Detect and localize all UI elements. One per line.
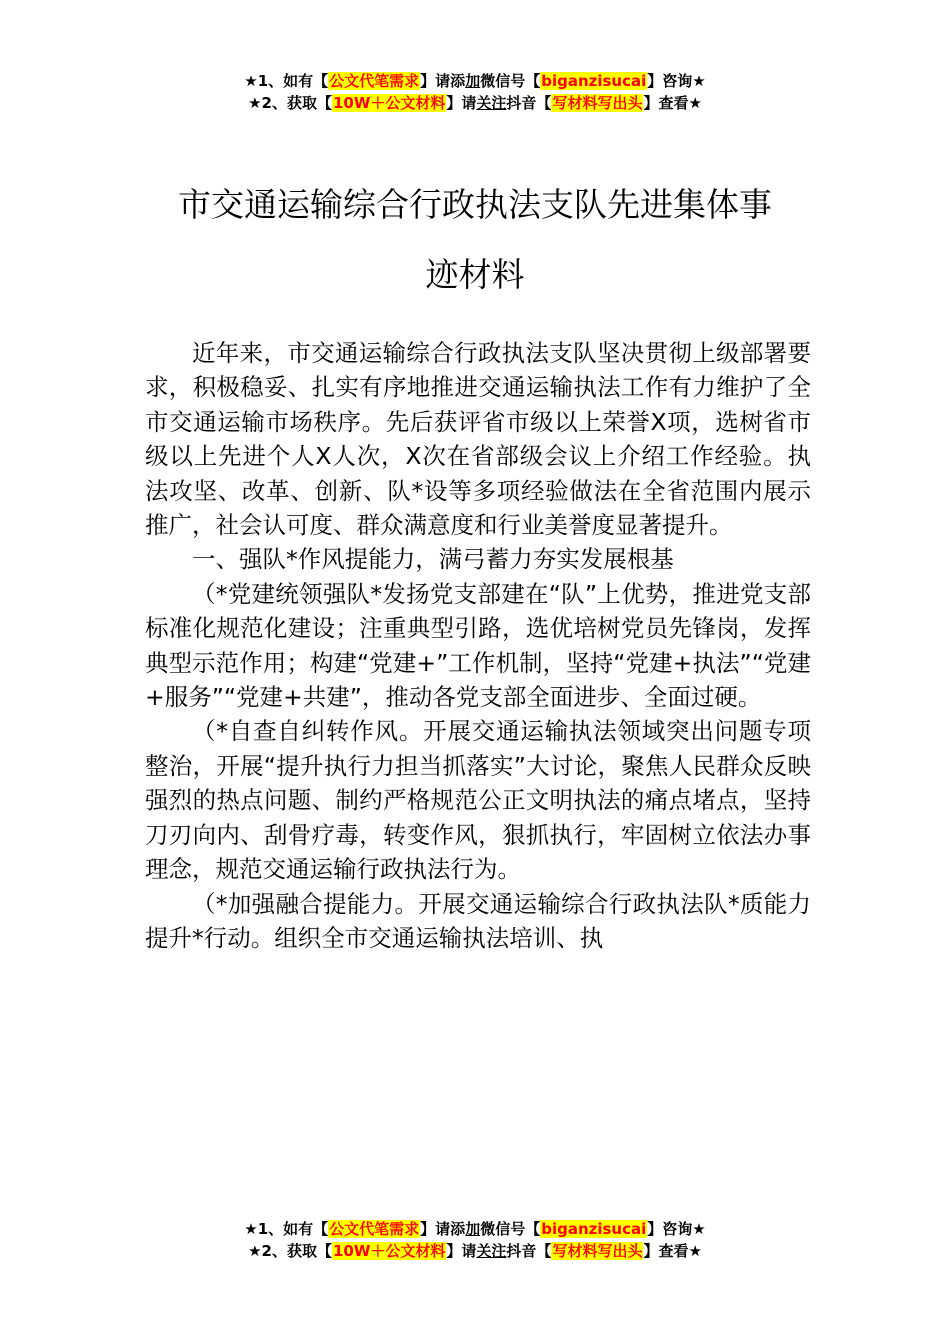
underlined-text: 加: [465, 1220, 481, 1238]
document-title: [140, 170, 810, 310]
banner-text: 】查看★: [643, 94, 702, 112]
underlined-text: 关注: [476, 1242, 507, 1260]
header-banner: [0, 70, 950, 114]
body-paragraph: （*自查自纠转作风。开展交通运输执法领域突出问题专项整治，开展“提升执行力担当抓落实”大讨论，聚焦人民群众反映强烈的热点问题、制约严格规范公正文明执法的痛点堵点，坚持刀刃向内、刮骨疗毒，转变作风，狠抓执行，牢固树立依法办事理念，规范交通运输行政执法行为。: [145, 717, 811, 884]
highlight-douyin-id: 写材料写出头: [552, 94, 643, 112]
intro-paragraph: 近年来，市交通运输综合行政执法支队坚决贯彻上级部署要求，积极稳妥、扎实有序地推进交通运输执法工作有力维护了全市交通运输市场秩序。先后获评省市级以上荣誉X项，选树省市级以上先进个人X人次，X次在省部级会议上介绍工作经验。执法攻坚、改革、创新、队*设等多项经验做法在全省范围内展示推广，社会认可度、群众满意度和行业美誉度显著提升。: [145, 339, 811, 540]
banner-text: ★1、如有【: [244, 1220, 329, 1238]
section-heading: 一、强队*作风提能力，满弓蓄力夯实发展根基: [192, 545, 674, 574]
banner-text: 抖音【: [506, 1242, 552, 1260]
banner-text: 】请: [446, 1242, 477, 1260]
banner-text: 抖音【: [506, 94, 552, 112]
underlined-text: 关注: [476, 94, 507, 112]
banner-text: 微信号【: [480, 1220, 541, 1238]
document-body: [145, 336, 811, 955]
banner-text: 】咨询★: [647, 72, 706, 90]
banner-text: ★2、获取【: [248, 1242, 332, 1260]
highlight-wechat-id: biganzisucai: [541, 72, 647, 90]
banner-text: ★2、获取【: [248, 94, 332, 112]
highlight-douyin-id: 写材料写出头: [552, 1242, 643, 1260]
highlight-wechat-id: biganzisucai: [541, 1220, 647, 1238]
body-paragraph: （*加强融合提能力。开展交通运输综合行政执法队*质能力提升*行动。组织全市交通运输执法培训、执: [145, 889, 811, 952]
banner-text: 】请: [446, 94, 477, 112]
highlight-service: 公文代笔需求: [329, 72, 420, 90]
highlight-materials: 10W＋公文材料: [332, 94, 446, 112]
body-paragraph: （*党建统领强队*发扬党支部建在“队”上优势，推进党支部标准化规范化建设；注重典型引路，选优培树党员先锋岗，发挥典型示范作用；构建“党建+”工作机制，坚持“党建+执法”“党建+服务”“党建+共建”，推动各党支部全面进步、全面过硬。: [145, 579, 811, 712]
banner-line-1: [0, 1218, 950, 1240]
underlined-text: 加: [465, 72, 481, 90]
banner-line-2: [0, 1240, 950, 1262]
banner-text: 微信号【: [480, 72, 541, 90]
banner-text: 】请添: [420, 1220, 466, 1238]
banner-text: 】请添: [420, 72, 466, 90]
title-line-2: 迹材料: [425, 255, 525, 294]
banner-text: 】查看★: [643, 1242, 702, 1260]
banner-line-1: [0, 70, 950, 92]
banner-line-2: [0, 92, 950, 114]
highlight-service: 公文代笔需求: [329, 1220, 420, 1238]
highlight-materials: 10W＋公文材料: [332, 1242, 446, 1260]
banner-text: ★1、如有【: [244, 72, 329, 90]
title-line-1: 市交通运输综合行政执法支队先进集体事: [178, 185, 772, 224]
footer-banner: [0, 1218, 950, 1262]
banner-text: 】咨询★: [647, 1220, 706, 1238]
